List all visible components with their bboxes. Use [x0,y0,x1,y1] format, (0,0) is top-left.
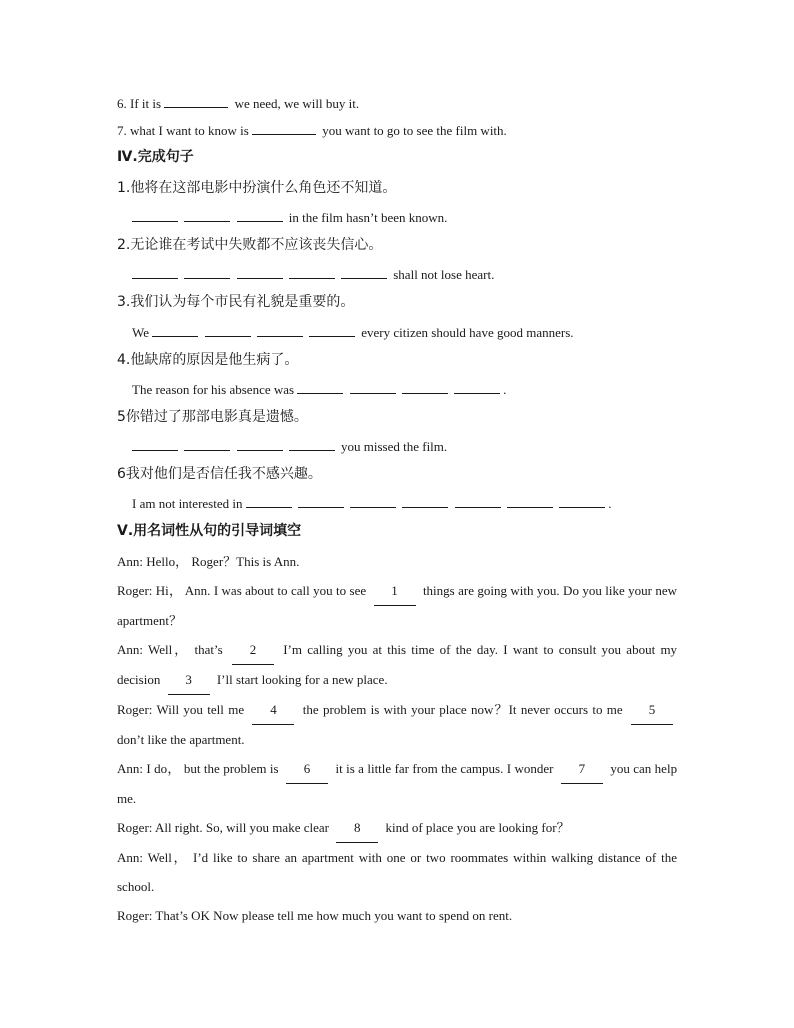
blank-8[interactable]: 8 [336,813,378,843]
s4-item-4-chinese: 4.他缺席的原因是他生病了。 [117,352,299,368]
dialogue-line-7: Ann: Well， I’d like to share an apartment with one or two roommates within walking distance of the school. [117,850,678,894]
answer-blank[interactable] [184,265,230,279]
answer-blank[interactable] [132,437,178,451]
answer-blank[interactable] [350,494,396,508]
s4-item-3-english: We every citizen should have good manners. [132,325,574,340]
item-7: 7. what I want to know is you want to go to see the film with. [117,123,507,138]
s4-item-5-chinese: 5你错过了那部电影真是遗憾。 [117,409,308,425]
answer-blank[interactable] [309,323,355,337]
section-4-title: Ⅳ.完成句子 [117,149,194,165]
s4-item-4-english: The reason for his absence was . [132,382,507,397]
answer-blank[interactable] [454,380,500,394]
answer-blank[interactable] [297,380,343,394]
answer-blank[interactable] [289,265,335,279]
blank-7[interactable]: 7 [561,754,603,784]
answer-blank[interactable] [559,494,605,508]
answer-blank[interactable] [298,494,344,508]
dialogue-line-2: Roger: Hi， Ann. I was about to call you to see 1 things are going with you. Do you like your new apartment？ [117,576,677,635]
answer-blank[interactable] [132,208,178,222]
s4-item-5-english: you missed the film. [132,437,447,456]
dialogue [117,547,677,930]
blank-5[interactable]: 5 [631,695,673,725]
answer-blank[interactable] [152,323,198,337]
answer-blank[interactable] [237,437,283,451]
s4-item-2-english: shall not lose heart. [132,265,494,284]
answer-blank[interactable] [184,437,230,451]
answer-blank[interactable] [164,94,228,108]
answer-blank[interactable] [237,208,283,222]
blank-3[interactable]: 3 [168,665,210,695]
dialogue-line-3: Ann: Well， that’s 2 I’m calling you at this time of the day. I want to consult you about my decision 3 I’ll start looking for a new place. [117,635,677,695]
dialogue-line-8: Roger: That’s OK Now please tell me how much you want to spend on rent. [117,908,513,923]
answer-blank[interactable] [341,265,387,279]
answer-blank[interactable] [455,494,501,508]
blank-6[interactable]: 6 [286,754,328,784]
blank-2[interactable]: 2 [232,635,274,665]
answer-blank[interactable] [402,494,448,508]
answer-blank[interactable] [252,121,316,135]
s4-item-2-chinese: 2.无论谁在考试中失败都不应该丧失信心。 [117,237,383,253]
answer-blank[interactable] [350,380,396,394]
s4-item-6-english: I am not interested in . [132,496,612,511]
s4-item-3-chinese: 3.我们认为每个市民有礼貌是重要的。 [117,294,355,310]
answer-blank[interactable] [246,494,292,508]
answer-blank[interactable] [402,380,448,394]
dialogue-line-4: Roger: Will you tell me 4 the problem is with your place now？It never occurs to me 5 don’t like the apartment. [117,695,677,754]
answer-blank[interactable] [205,323,251,337]
s4-item-6-chinese: 6我对他们是否信任我不感兴趣。 [117,466,322,482]
answer-blank[interactable] [184,208,230,222]
dialogue-line-5: Ann: I do， but the problem is 6 it is a little far from the campus. I wonder 7 you can help me. [117,754,677,813]
section-5-title: Ⅴ.用名词性从句的引导词填空 [117,523,302,539]
answer-blank[interactable] [257,323,303,337]
answer-blank[interactable] [132,265,178,279]
s4-item-1-chinese: 1.他将在这部电影中扮演什么角色还不知道。 [117,180,397,196]
s4-item-1-english: in the film hasn’t been known. [132,208,447,227]
answer-blank[interactable] [289,437,335,451]
answer-blank[interactable] [507,494,553,508]
item-6: 6. If it is we need, we will buy it. [117,96,360,111]
blank-4[interactable]: 4 [252,695,294,725]
answer-blank[interactable] [237,265,283,279]
dialogue-line-1: Ann: Hello， Roger？This is Ann. [117,554,300,569]
blank-1[interactable]: 1 [374,576,416,606]
dialogue-line-6: Roger: All right. So, will you make clear 8 kind of place you are looking for？ [117,813,677,843]
